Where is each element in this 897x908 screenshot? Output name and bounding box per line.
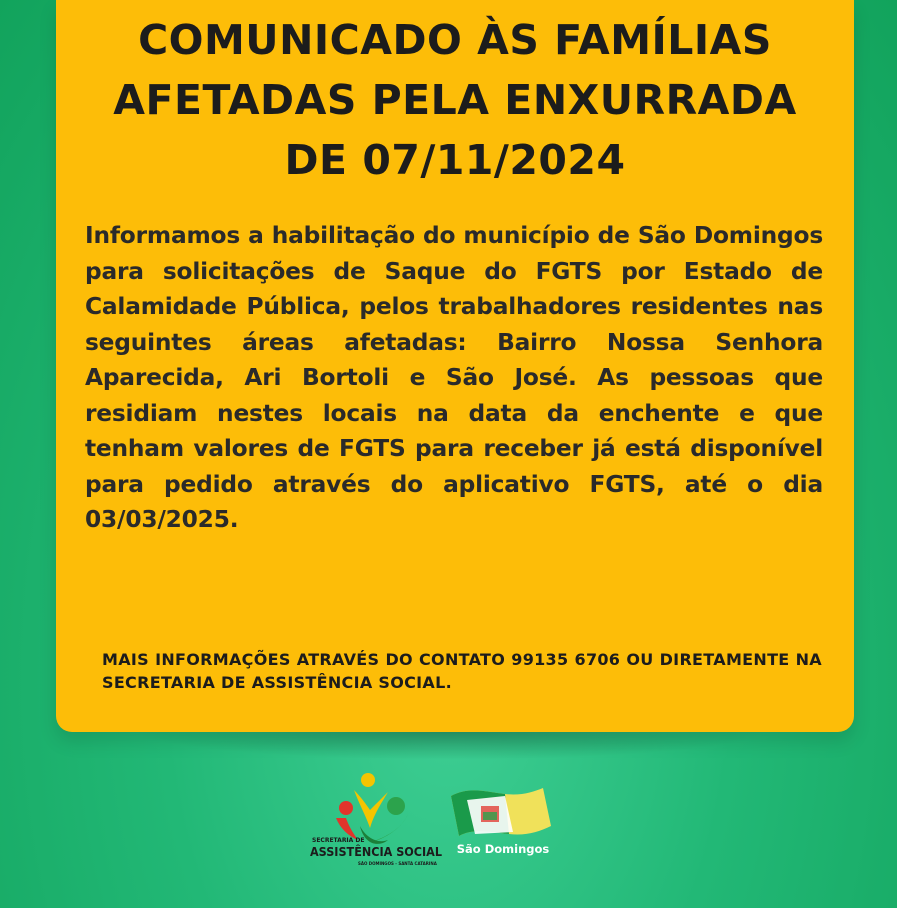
title-line: AFETADAS PELA ENXURRADA: [113, 76, 797, 124]
municipio-label: São Domingos: [456, 842, 550, 856]
contact-info: MAIS INFORMAÇÕES ATRAVÉS DO CONTATO 99135 6706 OU DIRETAMENTE NA SECRETARIA DE ASSISTÊNCIA SOCIAL.: [102, 650, 822, 692]
logo-text-line2: ASSISTÊNCIA SOCIAL: [310, 844, 443, 859]
logos-footer: [0, 760, 897, 908]
announcement-body: Informamos a habilitação do município de São Domingos para solicitações de Saque do FGTS por Estado de Calamidade Pública, pelos trabalhadores residentes nas seguintes áreas afetadas: Bairro Nossa Senhora Aparecida, Ari Bortoli e São José. As pessoas que residiam nestes locais na data da enchente e que tenham valores de FGTS para receber já está disponível para pedido através do aplicativo FGTS, até o dia 03/03/2025.: [85, 222, 823, 533]
logo-text-line3: SÃO DOMINGOS - SANTA CATARINA: [358, 861, 437, 866]
logo-text-line1: SECRETARIA DE: [312, 837, 365, 844]
announcement-card: [56, 0, 854, 732]
people-figures-icon: [336, 773, 408, 844]
title-line: COMUNICADO ÀS FAMÍLIAS: [138, 16, 772, 64]
secretaria-assistencia-social-logo: [308, 766, 448, 886]
announcement-title: [56, 10, 854, 190]
title-line: DE 07/11/2024: [284, 136, 626, 184]
card-shadow: [130, 730, 770, 760]
